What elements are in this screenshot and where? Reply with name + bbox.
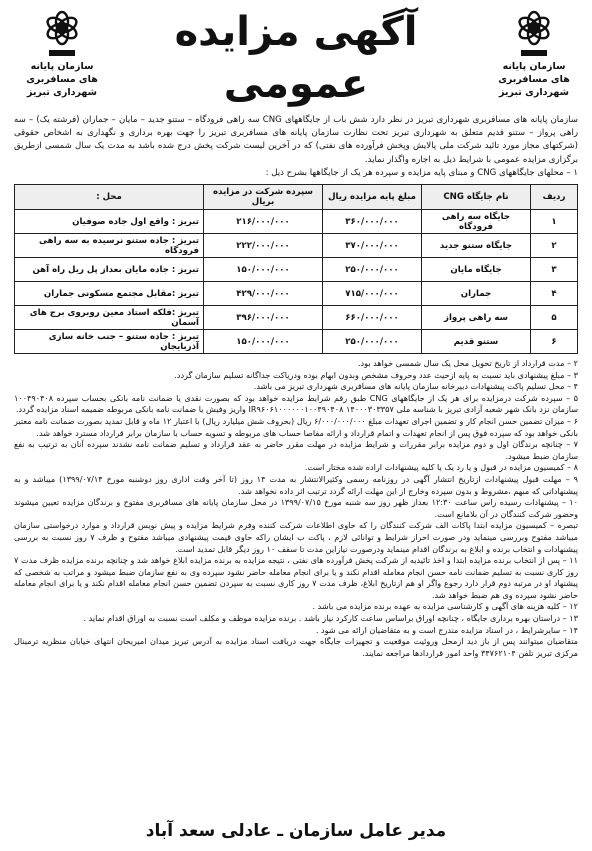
table-row xyxy=(15,234,578,258)
logo-left xyxy=(22,4,102,99)
term-item: ۱۴ – سایرشرایط ، در اسناد مزایده مندرج است و به متقاضیان ارائه می شود . xyxy=(315,624,578,635)
row-number: ۴ xyxy=(531,282,578,306)
term-item: ۳ – مبلغ پیشنهادی باید نسبت به پایه ازحیث عدد وحروف مشخص وبدون ابهام بوده ودریاکت جداگانه تسلیم سازمان گردد. xyxy=(174,369,578,380)
municipality-logo-icon xyxy=(511,4,557,58)
term-item: ۶ – میزان تضمین حسن انجام کار و تضمین اجرای تعهدات مبلغ ۶/۰۰۰/۰۰۰/۰۰۰ ریال (بحروف شش میلیارد ریال) با اعتبار ۱۲ ماه و قابل تمدید بصورت ضمانت نامه معتبر بانکی خواهد بود که سپرده فوق پس از انجام تعهدات و اتمام قرارداد و ارائه مفاصا حساب های مربوطه و تسویه حساب با سازمان برابر قرارداد مسترد خواهد شد. xyxy=(14,415,578,438)
term-item: ۲ – مدت قرارداد از تاریخ تحویل محل یک سال شمسی خواهد بود. xyxy=(357,358,578,369)
row-number: ۶ xyxy=(531,330,578,354)
table-row xyxy=(15,306,578,330)
table-header-row xyxy=(15,185,578,210)
col-header-base-price: مبلغ پایه مزایده ریال xyxy=(323,185,422,210)
notice-title: آگهی مزایده عمومی xyxy=(174,9,418,107)
deposit: ۱۵۰/۰۰۰/۰۰۰ xyxy=(204,258,323,282)
base-price: ۲۵۰/۰۰۰/۰۰۰ xyxy=(323,258,422,282)
col-header-row-number: ردیف xyxy=(531,185,578,210)
deposit: ۲۲۲/۰۰۰/۰۰۰ xyxy=(204,234,323,258)
terms-list xyxy=(14,358,578,659)
term-item: ۱۰ – پیشنهادات رسیده راس ساعت ۱۲:۳۰ بعداز ظهر روز سه شنبه مورخ ۱۳۹۹/۰۷/۱۵ در محل سازمان پایانه های مسافربری مفتوح و برندگان مزایده تعیین میشوند وحضور شرکت کنندگان در آن بلامانع است. xyxy=(14,497,578,519)
organization-name-left: سازمان پایانه های مسافربری شهرداری تبریز xyxy=(26,61,98,98)
term-item: ۸ – کمیسیون مزایده در قبول و یا رد یک یا کلیه پیشنهادات اراده شده مختار است. xyxy=(304,462,578,473)
col-header-station-name: نام جایگاه CNG xyxy=(422,185,531,210)
term-item: ۴ – محل تسلیم پاکت پیشنهادات دبیرخانه سازمان پایانه های مسافربری شهرداری تبریز می باشد. xyxy=(253,381,578,392)
signature: مدیر عامل سازمان ـ عادلی سعد آباد xyxy=(145,821,447,841)
location: تبریز : جاده ستنو – جنب خانه سازی آذربایجان xyxy=(15,330,204,354)
base-price: ۷۱۵/۰۰۰/۰۰۰ xyxy=(323,282,422,306)
municipality-logo-icon xyxy=(39,4,85,58)
term-item: ۷ – چنانچه برندگان اول و دوم مزایده برابر مقررات و شرایط مزایده در مهلت مقرر حاضر به عقد قرارداد و تسلیم ضمانت نامه نشدند سپرده آنان به ترتیب به نفع سازمان ضبط میشود. xyxy=(14,439,578,461)
station-name: سه راهی پرواز xyxy=(422,306,531,330)
row-number: ۱ xyxy=(531,210,578,234)
location: تبریز :فلکه استاد معین روبروی برج های آسمان xyxy=(15,306,204,330)
organization-name-right: سازمان پایانه های مسافربری شهرداری تبریز xyxy=(498,61,570,98)
station-name: جایگاه مایان xyxy=(422,258,531,282)
col-header-deposit: سپرده شرکت در مزایده بریال xyxy=(204,185,323,210)
location: تبریز :مقابل مجتمع مسکونی جماران xyxy=(15,282,204,306)
station-name: ستنو قدیم xyxy=(422,330,531,354)
intro-text: سازمان پایانه های مسافربری شهرداری تبریز در نظر دارد شش باب از جایگاههای CNG سه راهی فرودگاه – ستنو جدید – مایان – جماران (فرشته یک) – سه راهی پرواز – ستنو قدیم متعلق به شهرداری تبریز تحت نظارت سازمان پایانه های مسافربری تبریز را جهت بهره برداری و نگهداری به اشخاص حقوقی (شرکتهای مجاز مورد تائید شرکت ملی پالایش وپخش فرآورده های نفتی) که در آخرین لیست شرکت پخش درج شده باشد به مدت یک سال شمسی ازطریق برگزاری مزایده عمومی با شرایط ذیل به اجاره واگذار نماید. xyxy=(14,115,578,165)
term-item: ۱۲ – کلیه هزینه های آگهی و کارشناسی مزایده به عهده برنده مزایده می باشد . xyxy=(312,601,578,612)
term-item: متقاضیان میتوانند پس از باز دید ازمحل وروئیت موقعیت و تجهیزات جایگاه جهت دریافت اسناد مزایده به آدرس تبریز میدان امیریحان انتهای خیابان منظریه ترمینال مرکزی تبریز تلفن ۳۴۷۶۲۱۰۴ واحد امور قراردادها مراجعه نمایند. xyxy=(14,636,578,658)
term-item: ۱۳ – دراستان بهره برداری جایگاه ، چنانچه اوراق براساس ساعت کارکرد نیاز باشد . برنده مزایده موظف و مکلف است نسبت به اوراق اقدام نماید . xyxy=(83,613,578,624)
table-row xyxy=(15,282,578,306)
row-number: ۳ xyxy=(531,258,578,282)
location: تبریز : واقع اول جاده صوفیان xyxy=(15,210,204,234)
base-price: ۳۶۰/۰۰۰/۰۰۰ xyxy=(323,210,422,234)
location: تبریز : جاده ستنو نرسیده به سه راهی فرودگاه xyxy=(15,234,204,258)
location: تبریز : جاده مایان بعداز پل ریل راه آهن xyxy=(15,258,204,282)
term-item: ۹ – مهلت قبول پیشنهادات ازتاریخ انتشار آگهی در روزنامه رسمی وکثیرالانتشار به مدت ۱۴ روز (تا آخر وقت اداری روز دوشنبه مورخ ۱۳۹۹/۰۷/۱۴) میباشد و به پیشنهاداتی که مبهم ،مشروط و بدون سپرده وخارج از این مهلت ارائه گردد ترتیب اثر داده نخواهد شد. xyxy=(14,473,578,496)
row-number: ۵ xyxy=(531,306,578,330)
deposit: ۲۱۶/۰۰۰/۰۰۰ xyxy=(204,210,323,234)
station-name: جایگاه ستنو جدید xyxy=(422,234,531,258)
base-price: ۳۷۰/۰۰۰/۰۰۰ xyxy=(323,234,422,258)
table-row xyxy=(15,210,578,234)
term-item: تبصره – کمیسیون مزایده ابتدا پاکات الف شرکت کنندگان را که حاوی اطلاعات شرکت کننده وفرم شرایط مزایده و پیش نویس قرارداد و موارد درخواستی سازمان میباشد مفتوح وبررسی مینماید ودر صورت احراز شرایط و توانائی لازم ، پاکت ب ایشان راکه حاوی قیمت پیشنهادی میباشد مفتوح و ظرف ۷ روز نسبت به بررسی پیشنهادات و انتخاب برنده و ابلاغ به برندگان اقدام مینماید ودرصورت نیازاین مدت تا سقف ۱۰ روز دیگر قابل تمدید است. xyxy=(14,520,578,554)
intro-list-title: ۱ – محلهای جایگاههای CNG و مبنای پایه مزایده و سپرده هر یک از جایگاهها بشرح ذیل : xyxy=(265,167,578,178)
stations-table xyxy=(14,184,578,354)
term-item: ۵ – سپرده شرکت درمزایده برای هر یک از جایگاههای CNG طبق رقم شرایط مزایده خواهد بود که بصورت نقدی یا ضمانت نامه بانکی بحساب سپرده ۱۰۰۴۹۰۴۰۸ سازمان نزد بانک شهر شعبه آزادی تبریز با شناسه ملی IR۹۶۰۶۱۰۰۰۰۰۰۱۰۰۴۹۰۴۰۸ ۱۴۰۰۰۳۰۳۳۵۷ واریز وفیش یا ضمانت نامه بانکی مربوطه ضمیمه اسناد مزایده گردد. xyxy=(14,392,578,415)
row-number: ۲ xyxy=(531,234,578,258)
station-name: جماران xyxy=(422,282,531,306)
table-row xyxy=(15,258,578,282)
base-price: ۲۵۰/۰۰۰/۰۰۰ xyxy=(323,330,422,354)
col-header-location: محل : xyxy=(15,185,204,210)
deposit: ۳۹۶/۰۰۰/۰۰۰ xyxy=(204,306,323,330)
intro-paragraph xyxy=(14,114,578,180)
notice-header xyxy=(14,4,578,114)
logo-right xyxy=(494,4,574,99)
table-row xyxy=(15,330,578,354)
deposit: ۴۲۹/۰۰۰/۰۰۰ xyxy=(204,282,323,306)
term-item: ۱۱ – پس از انتخاب برنده مزایده ابتدا و اخذ تائیدیه از شرکت پخش فرآورده های نفتی ، نتیجه مزایده به برنده مزایده ابلاغ خواهد شد و چنانچه برنده مزایده ظرف مدت ۷ روز کاری نسبت به تسلیم ضمانت نامه حسن انجام معامله اقدام نکند و یا برای انجام معامله حاضر نشود سپرده وی به نفع سازمان ضبط میشود و مراتب به شخصی که پیشنهاد او در مرتبه دوم قرار دارد رجوع واگر او هم ازتاریخ ابلاغ، ظرف مدت ۷ روز کاری نسبت به سپردن تضمین حسن انجام معامله اقدام نکند و یا برای انجام معامله حاضر نشود سپرده وی هم ضبط خواهد شد. xyxy=(14,555,578,600)
deposit: ۱۵۰/۰۰۰/۰۰۰ xyxy=(204,330,323,354)
station-name: جایگاه سه راهی فرودگاه xyxy=(422,210,531,234)
base-price: ۶۶۰/۰۰۰/۰۰۰ xyxy=(323,306,422,330)
